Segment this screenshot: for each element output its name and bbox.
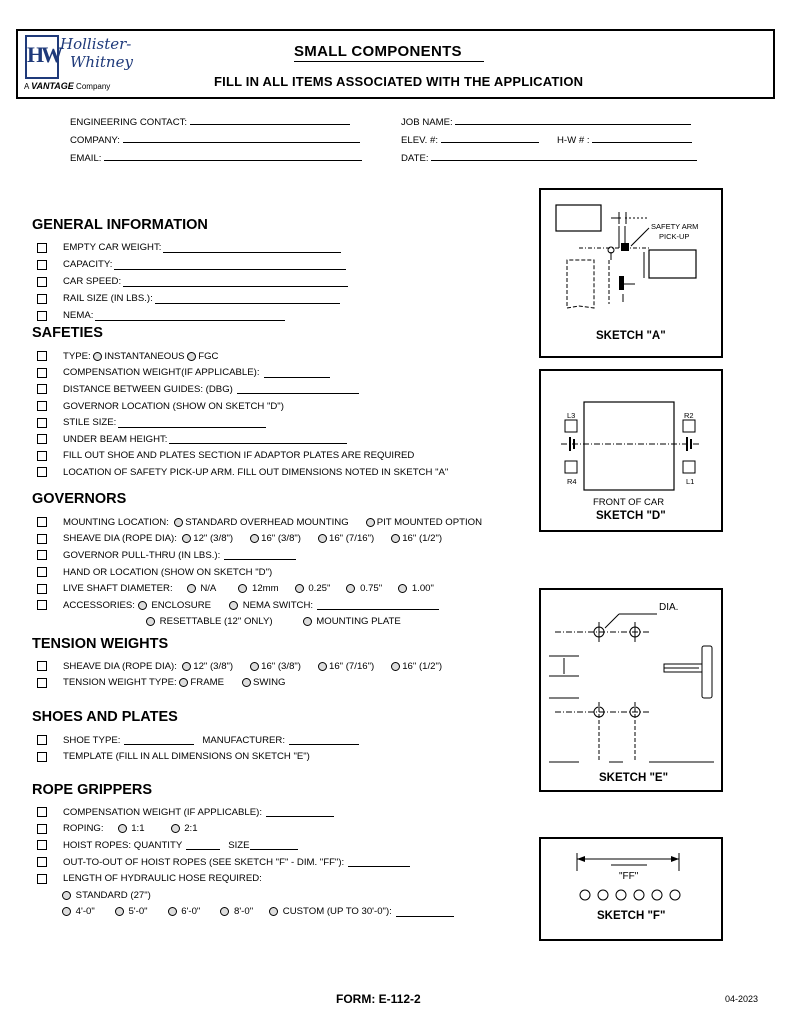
sketch-f [539,837,723,941]
sketch-d-l3: L3 [567,411,576,420]
checkbox[interactable] [37,874,47,884]
checkbox[interactable] [37,260,47,270]
general-info-list [37,239,517,324]
checkbox[interactable] [37,418,47,428]
sketch-f-ff-label: "FF" [619,871,639,882]
out-to-out-row[interactable]: OUT-TO-OUT OF HOIST ROPES (SEE SKETCH "F" - DIM. "FF"): [37,854,537,871]
checkbox[interactable] [37,735,47,745]
radio-shaft-na[interactable] [187,584,196,593]
checkbox[interactable] [37,752,47,762]
general-info-heading: GENERAL INFORMATION [32,217,208,233]
empty-car-weight-row[interactable]: EMPTY CAR WEIGHT: [37,239,517,256]
hoist-ropes-row[interactable]: HOIST ROPES: QUANTITY SIZE [37,837,537,854]
shoes-plates-heading: SHOES AND PLATES [32,709,178,725]
checkbox[interactable] [37,678,47,688]
checkbox[interactable] [37,534,47,544]
safeties-list [37,348,537,481]
nema-row[interactable]: NEMA: [37,307,517,324]
governors-list [37,514,537,630]
safeties-heading: SAFETIES [32,325,103,341]
radio-tsheave-1[interactable] [182,662,191,671]
hw-field[interactable]: H-W # : [557,133,692,146]
revision-date: 04-2023 [725,994,759,1004]
radio-hose-8[interactable] [220,907,229,916]
mounting-location-row[interactable]: MOUNTING LOCATION: STANDARD OVERHEAD MOUNTING PIT MOUNTED OPTION [37,514,537,531]
checkbox[interactable] [37,451,47,461]
checkbox[interactable] [37,840,47,850]
radio-standard-overhead[interactable] [174,518,183,527]
sketch-d-r2: R2 [684,411,694,420]
page-subtitle: FILL IN ALL ITEMS ASSOCIATED WITH THE APPLICATION [214,74,584,89]
hose-length-row[interactable]: LENGTH OF HYDRAULIC HOSE REQUIRED: [37,870,537,887]
governor-sheave-row[interactable]: SHEAVE DIA (ROPE DIA): 12" (3/8") 16" (3/8") 16" (7/16") 16" (1/2") [37,531,537,548]
logo-monogram: HW [25,35,59,79]
radio-hose-5[interactable] [115,907,124,916]
sketch-e-dia-label: DIA. [659,602,679,613]
sketch-e [539,588,723,792]
radio-shaft-075[interactable] [346,584,355,593]
dbg-row[interactable]: DISTANCE BETWEEN GUIDES: (DBG) [37,381,537,398]
roping-row[interactable]: ROPING: 1:1 2:1 [37,821,537,838]
radio-tsheave-3[interactable] [318,662,327,671]
company-logo [22,33,152,97]
radio-sheave-2[interactable] [250,534,259,543]
radio-mounting-plate[interactable] [303,617,312,626]
governors-heading: GOVERNORS [32,491,127,507]
sketch-f-drawing [539,837,723,941]
sketch-d-r4: R4 [567,477,577,486]
stile-size-row[interactable]: STILE SIZE: [37,414,537,431]
email-field[interactable]: EMAIL: [70,151,362,164]
pull-thru-row[interactable]: GOVERNOR PULL-THRU (IN LBS.): [37,547,537,564]
sketch-e-label: SKETCH "E" [599,772,669,784]
checkbox[interactable] [37,311,47,321]
radio-shaft-025[interactable] [295,584,304,593]
sketch-d-label: SKETCH "D" [596,510,666,522]
radio-tsheave-4[interactable] [391,662,400,671]
logo-name-1: Hollister- [60,35,132,53]
checkbox[interactable] [37,384,47,394]
shoes-plates-list [37,732,537,765]
elev-field[interactable]: ELEV. #: [401,133,539,146]
live-shaft-row[interactable]: LIVE SHAFT DIAMETER: N/A 12mm 0.25" 0.75" 1.00" [37,580,537,597]
checkbox[interactable] [37,857,47,867]
checkbox[interactable] [37,567,47,577]
checkbox[interactable] [37,277,47,287]
checkbox[interactable] [37,294,47,304]
radio-sheave-1[interactable] [182,534,191,543]
tension-weights-heading: TENSION WEIGHTS [32,636,169,652]
sketch-d [539,369,723,532]
page-title: SMALL COMPONENTS [294,43,462,60]
template-row[interactable]: TEMPLATE (FILL IN ALL DIMENSIONS ON SKETCH "E") [37,749,537,766]
company-field[interactable]: COMPANY: [70,133,360,146]
capacity-row[interactable]: CAPACITY: [37,256,517,273]
radio-instantaneous[interactable] [93,352,102,361]
title-underline [294,61,484,62]
engineering-contact-field[interactable]: ENGINEERING CONTACT: [70,115,350,128]
checkbox[interactable] [37,243,47,253]
checkbox[interactable] [37,434,47,444]
sketch-e-drawing [539,588,723,792]
radio-roping-1-1[interactable] [118,824,127,833]
radio-swing[interactable] [242,678,251,687]
form-number: FORM: E-112-2 [336,992,421,1006]
radio-enclosure[interactable] [138,601,147,610]
radio-hose-6[interactable] [168,907,177,916]
checkbox[interactable] [37,661,47,671]
checkbox[interactable] [37,600,47,610]
radio-tsheave-2[interactable] [250,662,259,671]
checkbox[interactable] [37,517,47,527]
job-name-field[interactable]: JOB NAME: [401,115,691,128]
sketch-f-label: SKETCH "F" [597,910,666,922]
pickup-arm-row[interactable]: LOCATION OF SAFETY PICK-UP ARM. FILL OUT DIMENSIONS NOTED IN SKETCH "A" [37,464,537,481]
radio-shaft-12mm[interactable] [238,584,247,593]
tension-type-row[interactable]: TENSION WEIGHT TYPE: FRAME SWING [37,675,537,692]
radio-frame[interactable] [179,678,188,687]
rope-grippers-heading: ROPE GRIPPERS [32,782,153,798]
hose-options-row[interactable]: 4'-0" 5'-0" 6'-0" 8'-0" CUSTOM (UP TO 30'-0"): [37,904,537,921]
sketch-a-note-1: SAFETY ARM [651,222,699,231]
checkbox[interactable] [37,401,47,411]
radio-shaft-100[interactable] [398,584,407,593]
hand-location-row[interactable]: HAND OR LOCATION (SHOW ON SKETCH "D") [37,564,537,581]
under-beam-height-row[interactable]: UNDER BEAM HEIGHT: [37,431,537,448]
compensation-weight-row[interactable]: COMPENSATION WEIGHT(IF APPLICABLE): [37,365,537,382]
logo-name-2: Whitney [70,53,133,71]
adaptor-plates-row[interactable]: FILL OUT SHOE AND PLATES SECTION IF ADAPTOR PLATES ARE REQUIRED [37,448,537,465]
checkbox[interactable] [37,550,47,560]
sketch-d-l1: L1 [686,477,695,486]
checkbox[interactable] [37,351,47,361]
rope-grippers-list [37,804,537,920]
tension-sheave-row[interactable]: SHEAVE DIA (ROPE DIA): 12" (3/8") 16" (3/8") 16" (7/16") 16" (1/2") [37,658,537,675]
radio-sheave-4[interactable] [391,534,400,543]
tension-weights-list [37,658,537,691]
governor-location-row[interactable]: GOVERNOR LOCATION (SHOW ON SKETCH "D") [37,398,537,415]
radio-pit-mounted[interactable] [366,518,375,527]
radio-fgc[interactable] [187,352,196,361]
sketch-d-front-label: FRONT OF CAR [593,497,665,508]
gripper-comp-row[interactable]: COMPENSATION WEIGHT (IF APPLICABLE): [37,804,537,821]
accessories-row[interactable]: ACCESSORIES: ENCLOSURE NEMA SWITCH: [37,597,537,614]
radio-hose-custom[interactable] [269,907,278,916]
checkbox[interactable] [37,584,47,594]
sketch-a-note-2: PICK-UP [659,232,690,241]
checkbox[interactable] [37,824,47,834]
rail-size-row[interactable]: RAIL SIZE (IN LBS.): [37,290,517,307]
accessories-row-2[interactable]: RESETTABLE (12" ONLY) MOUNTING PLATE [37,614,537,631]
car-speed-row[interactable]: CAR SPEED: [37,273,517,290]
radio-resettable[interactable] [146,617,155,626]
shoe-type-row[interactable]: SHOE TYPE: MANUFACTURER: [37,732,537,749]
radio-sheave-3[interactable] [318,534,327,543]
date-field[interactable]: DATE: [401,151,697,164]
radio-roping-2-1[interactable] [171,824,180,833]
logo-tagline: A VANTAGE Company [24,81,111,91]
radio-hose-4[interactable] [62,907,71,916]
checkbox[interactable] [37,368,47,378]
checkbox[interactable] [37,807,47,817]
header-box [16,29,775,99]
checkbox[interactable] [37,467,47,477]
radio-hose-standard[interactable] [62,891,71,900]
hose-standard-row[interactable]: STANDARD (27") [37,887,537,904]
radio-nema-switch[interactable] [229,601,238,610]
sketch-a-label: SKETCH "A" [596,330,666,342]
sketch-a [539,188,723,358]
safety-type-row[interactable]: TYPE: INSTANTANEOUS FGC [37,348,537,365]
